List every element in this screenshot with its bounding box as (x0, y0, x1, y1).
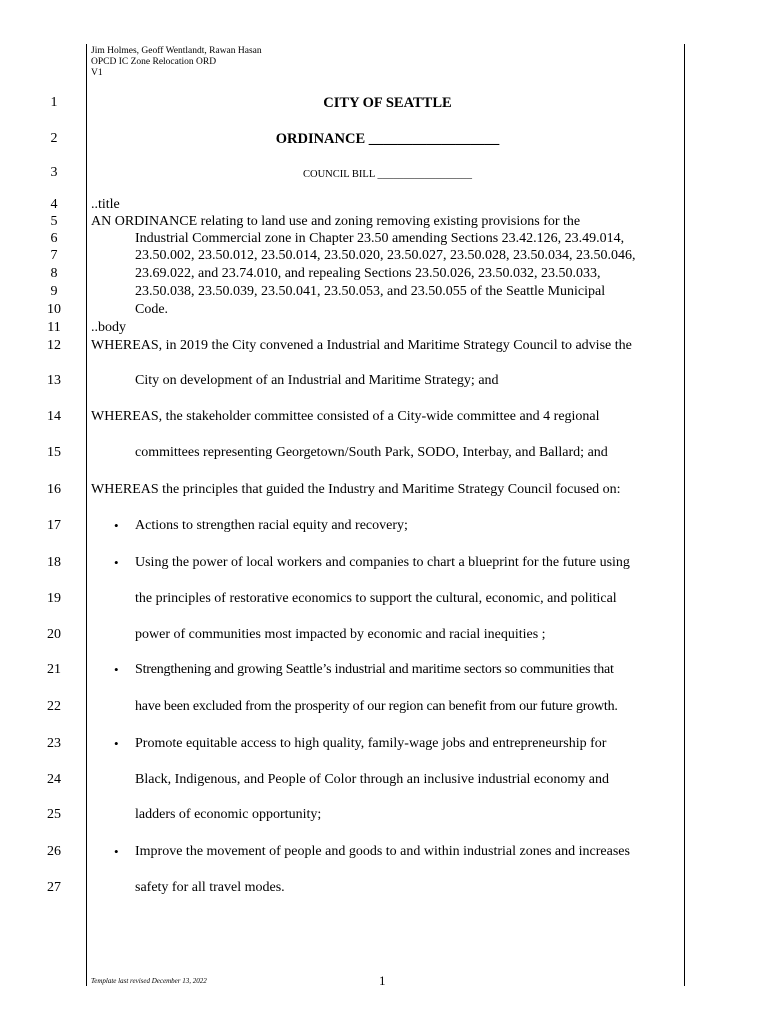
whereas-clause: City on development of an Industrial and Maritime Strategy; and (135, 373, 499, 388)
council-bill-line: COUNCIL BILL __________________ (303, 169, 472, 180)
body-marker: ..body (91, 320, 126, 335)
document-title: CITY OF SEATTLE (323, 95, 452, 111)
ordinance-title-text: 23.50.002, 23.50.012, 23.50.014, 23.50.020, 23.50.027, 23.50.028, 23.50.034, 23.50.046, (135, 248, 636, 263)
bullet-icon: • (114, 555, 119, 570)
line-number: 27 (47, 880, 61, 895)
line-number: 1 (50, 95, 58, 110)
line-number: 20 (47, 627, 61, 642)
line-number: 6 (50, 231, 58, 246)
whereas-clause: WHEREAS, in 2019 the City convened a Industrial and Maritime Strategy Council to advise the (91, 338, 632, 353)
principle-item: the principles of restorative economics to support the cultural, economic, and political (135, 591, 617, 606)
line-number: 19 (47, 591, 61, 606)
line-number: 23 (47, 736, 61, 751)
principle-item: power of communities most impacted by economic and racial inequities ; (135, 627, 546, 642)
whereas-clause: committees representing Georgetown/South Park, SODO, Interbay, and Ballard; and (135, 445, 608, 460)
bullet-icon: • (114, 844, 119, 859)
line-number: 15 (47, 445, 61, 460)
title-marker: ..title (91, 197, 120, 212)
line-number: 7 (50, 248, 58, 263)
template-revision-note: Template last revised December 13, 2022 (91, 977, 207, 985)
line-number: 3 (50, 165, 58, 180)
line-number: 18 (47, 555, 61, 570)
ordinance-title-text: 23.69.022, and 23.74.010, and repealing Sections 23.50.026, 23.50.032, 23.50.033, (135, 266, 601, 281)
ordinance-title-text: AN ORDINANCE relating to land use and zoning removing existing provisions for the (91, 214, 581, 229)
header-version: V1 (91, 68, 103, 78)
line-number: 16 (47, 482, 61, 497)
bullet-icon: • (114, 662, 119, 677)
principle-item: Using the power of local workers and companies to chart a blueprint for the future using (135, 555, 630, 570)
ordinance-title-text: Code. (135, 302, 169, 317)
principle-item: Black, Indigenous, and People of Color through an inclusive industrial economy and (135, 772, 609, 787)
document-header (91, 46, 262, 79)
line-number: 9 (50, 284, 58, 299)
ordinance-title-text: 23.50.038, 23.50.039, 23.50.041, 23.50.053, and 23.50.055 of the Seattle Municipal (135, 284, 606, 299)
ordinance-heading: ORDINANCE __________________ (275, 131, 500, 147)
line-number: 26 (47, 844, 61, 859)
line-number: 13 (47, 373, 61, 388)
ordinance-title-text: Industrial Commercial zone in Chapter 23.50 amending Sections 23.42.126, 23.49.014, (135, 231, 625, 246)
line-number: 21 (47, 662, 61, 677)
whereas-clause: WHEREAS the principles that guided the Industry and Maritime Strategy Council focused on: (91, 482, 621, 497)
header-subject: OPCD IC Zone Relocation ORD (91, 57, 217, 67)
line-number: 14 (47, 409, 61, 424)
line-number: 2 (50, 131, 58, 146)
line-number: 12 (47, 338, 61, 353)
bullet-icon: • (114, 736, 119, 751)
line-number: 24 (47, 772, 61, 787)
whereas-clause: WHEREAS, the stakeholder committee consisted of a City-wide committee and 4 regional (91, 409, 600, 424)
right-margin-rule (684, 44, 685, 986)
principle-item: Actions to strengthen racial equity and recovery; (135, 518, 408, 533)
line-number: 25 (47, 807, 61, 822)
line-number: 4 (50, 197, 58, 212)
line-number: 22 (47, 699, 61, 714)
principle-item: Promote equitable access to high quality, family-wage jobs and entrepreneurship for (135, 736, 607, 751)
line-number: 17 (47, 518, 61, 533)
line-number: 10 (47, 302, 61, 317)
principle-item: safety for all travel modes. (135, 880, 285, 895)
page-number: 1 (379, 973, 386, 988)
line-number: 8 (50, 266, 58, 281)
line-number: 11 (47, 320, 61, 335)
bullet-icon: • (114, 518, 119, 533)
left-margin-rule (86, 44, 87, 986)
principle-item: ladders of economic opportunity; (135, 807, 322, 822)
principle-item: Improve the movement of people and goods to and within industrial zones and increases (135, 844, 630, 859)
principle-item: have been excluded from the prosperity of our region can benefit from our future growth. (135, 699, 618, 714)
line-number: 5 (50, 214, 58, 229)
header-authors: Jim Holmes, Geoff Wentlandt, Rawan Hasan (91, 46, 262, 56)
principle-item: Strengthening and growing Seattle’s industrial and maritime sectors so communities that (135, 662, 614, 677)
